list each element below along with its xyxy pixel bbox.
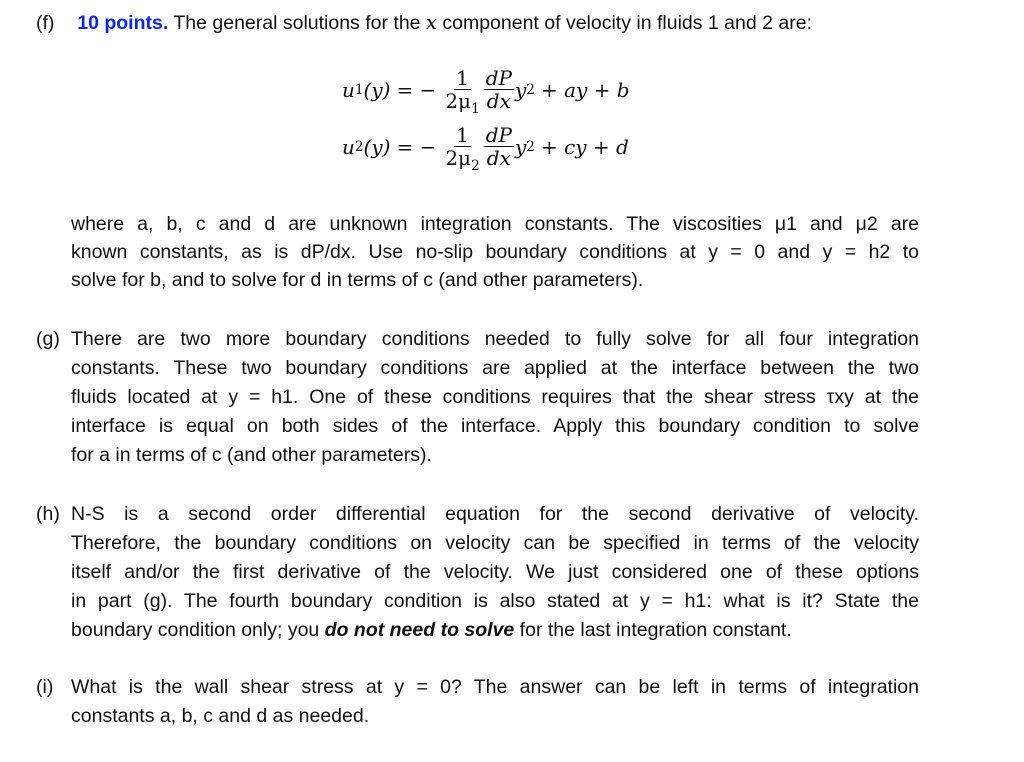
text-line: constants. These two boundary conditions are applied at the interface between the two [71,357,919,379]
part-g-label: (g) [36,328,60,350]
eq2-frac-pressure-gradient: $\frac{dP}{dx}$ [485,123,512,170]
part-f-label: (f) [36,12,55,34]
points-badge: 10 points. [77,12,169,34]
part-f-heading [36,11,812,35]
part-h-label: (h) [36,503,60,525]
text-line: where a, b, c and d are unknown integration constants. The viscosities μ1 and μ2 are [71,213,919,235]
part-i-label: (i) [36,676,54,698]
text-line: for a in terms of c (and other parameters). [71,444,432,466]
text-line: itself and/or the first derivative of the velocity. We just considered one of these options [71,561,919,583]
part-g-paragraph [71,327,919,467]
eq1-frac-pressure-gradient: $\frac{dP}{dx}$ [485,66,512,113]
text-line: constants a, b, c and d as needed. [71,705,370,727]
text-line: There are two more boundary conditions needed to fully solve for all four integration [71,328,919,350]
text-line: solve for b, and to solve for d in terms of c (and other parameters). [71,269,644,291]
part-f-intro-rest: component of velocity in fluids 1 and 2 are: [442,12,812,34]
text-line: boundary condition only; you do not need to solve for the last integration constant. [71,619,792,641]
eq2-tail: + cy + d [540,134,629,159]
emphasis-text: do not need to solve [324,619,515,641]
text-line: fluids located at y = h1. One of these conditions requires that the shear stress τxy at the [71,386,919,408]
part-i-paragraph [71,675,919,728]
text-line: N-S is a second order differential equation for the second derivative of velocity. [71,503,919,525]
text-line: What is the wall shear stress at y = 0? The answer can be left in terms of integration [71,676,919,698]
part-f-intro: The general solutions for the [173,12,421,34]
eq1-lhs-arg: (y) [363,77,391,102]
eq1-lhs: u [342,77,355,102]
equation-u1: u 1 (y) = − $\frac{1}{2\mu_1}$ $\frac{dP}{dx}$ y 2 + ay + b [342,66,630,117]
eq2-frac-coefficient: $\frac{1}{2\mu_2}$ [445,123,480,174]
text-line: known constants, as is dP/dx. Use no-slip boundary conditions at y = 0 and y = h2 to [71,241,919,263]
text-line: Therefore, the boundary conditions on velocity can be specified in terms of the velocity [71,532,919,554]
part-h-paragraph [71,502,919,642]
text-line: in part (g). The fourth boundary condition is also stated at y = h1: what is it? State the [71,590,919,612]
eq2-equals: = − [396,134,437,159]
part-f-paragraph [71,212,919,292]
eq1-frac-coefficient: $\frac{1}{2\mu_1}$ [445,66,480,117]
eq2-lhs: u [342,134,355,159]
var-x: x [425,11,437,34]
eq2-y: y [514,134,527,159]
eq1-equals: = − [396,77,437,102]
eq2-lhs-arg: (y) [363,134,391,159]
eq1-tail: + ay + b [540,77,630,102]
equation-u2: u 2 (y) = − $\frac{1}{2\mu_2}$ $\frac{dP}{dx}$ y 2 + cy + d [342,123,629,174]
text-line: interface is equal on both sides of the interface. Apply this boundary condition to solve [71,415,919,437]
text-line-with-emphasis [71,618,919,642]
eq1-y: y [514,77,527,102]
